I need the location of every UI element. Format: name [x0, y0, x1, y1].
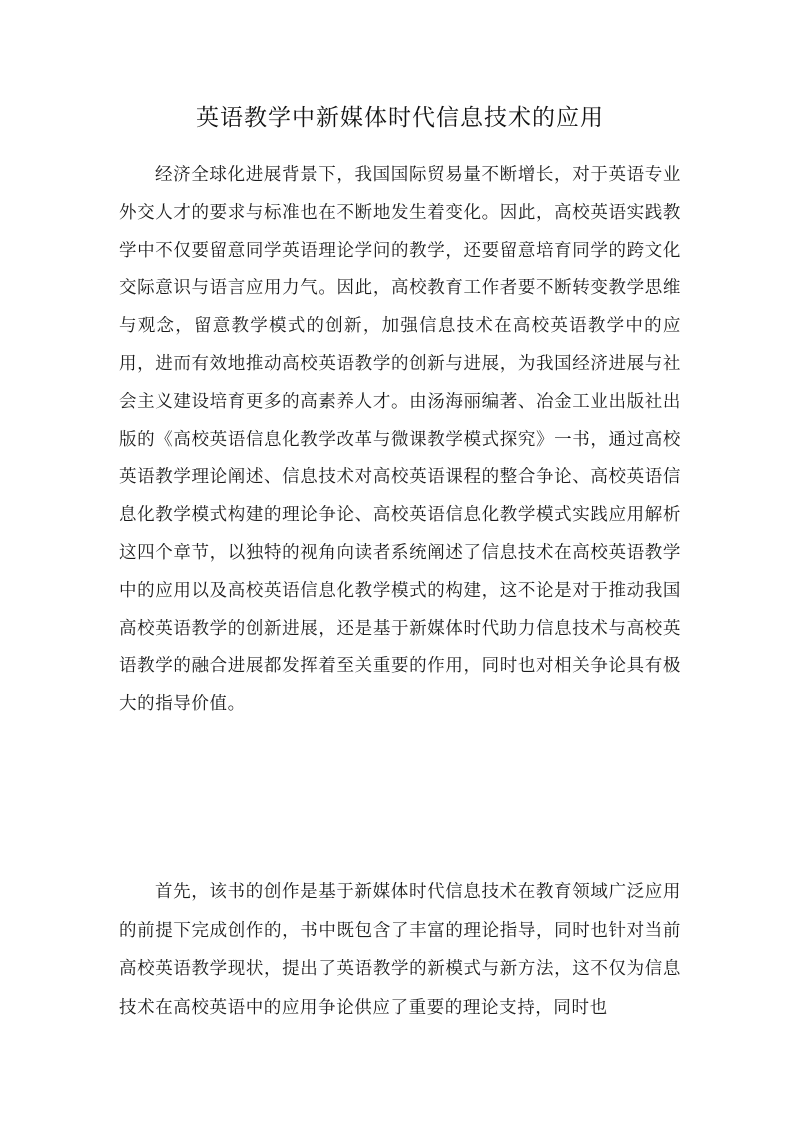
body-paragraph-1: 经济全球化进展背景下，我国国际贸易量不断增长，对于英语专业外交人才的要求与标准也在不断地发生着变化。因此，高校英语实践教学中不仅要留意同学英语理论学问的教学，还要留意培育同学的跨文化交际意识与语言应用力气。因此，高校教育工作者要不断转变教学思维与观念，留意教学模式的创新，加强信息技术在高校英语教学中的应用，进而有效地推动高校英语教学的创新与进展，为我国经济进展与社会主义建设培育更多的高素养人才。由汤海丽编著、冶金工业出版社出版的《高校英语信息化教学改革与微课教学模式探究》一书，通过高校英语教学理论阐述、信息技术对高校英语课程的整合争论、高校英语信息化教学模式构建的理论争论、高校英语信息化教学模式实践应用解析这四个章节，以独特的视角向读者系统阐述了信息技术在高校英语教学中的应用以及高校英语信息化教学模式的构建，这不论是对于推动我国高校英语教学的创新进展，还是基于新媒体时代助力信息技术与高校英语教学的融合进展都发挥着至关重要的作用，同时也对相关争论具有极大的指导价值。: [119, 165, 681, 715]
body-paragraph-2: 首先，该书的创作是基于新媒体时代信息技术在教育领域广泛应用的前提下完成创作的，书中既包含了丰富的理论指导，同时也针对当前高校英语教学现状，提出了英语教学的新模式与新方法，这不仅为信息技术在高校英语中的应用争论供应了重要的理论支持，同时也: [119, 882, 681, 1018]
document-title: 英语教学中新媒体时代信息技术的应用: [196, 105, 604, 131]
